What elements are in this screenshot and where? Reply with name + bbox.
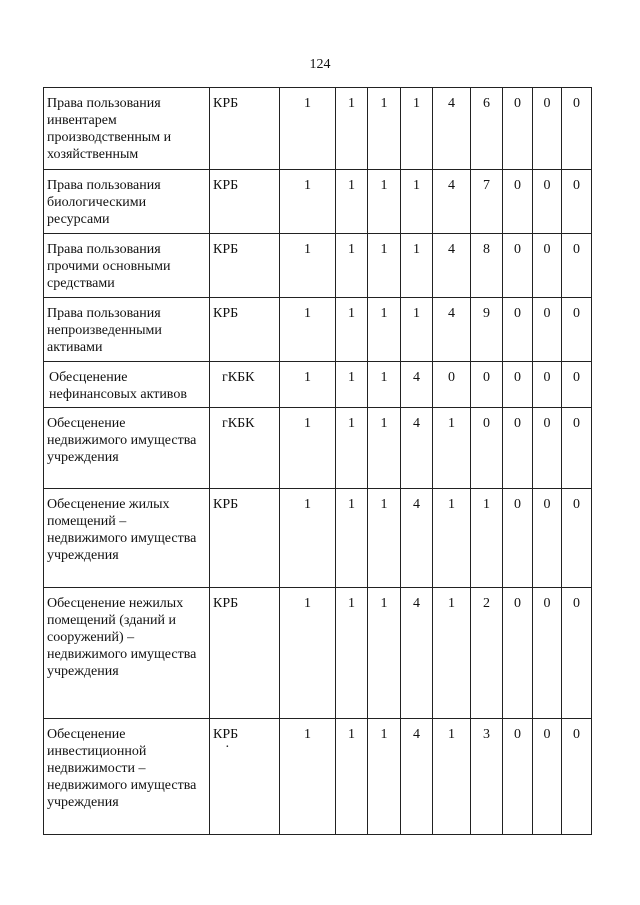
code-digit: 0 xyxy=(562,170,592,234)
account-name: Обесценение жилых помещений – недвижимого имущества учреждения xyxy=(44,489,210,588)
code-digit: 1 xyxy=(336,408,368,489)
code-digit: 4 xyxy=(401,588,433,719)
table-row xyxy=(44,362,592,408)
code-digit: 6 xyxy=(471,88,503,170)
code-digit: 1 xyxy=(336,170,368,234)
code-digit: 1 xyxy=(368,170,401,234)
code-digit: 1 xyxy=(280,408,336,489)
code-digit: 4 xyxy=(433,298,471,362)
code-digit: 0 xyxy=(533,588,562,719)
code-digit: 4 xyxy=(401,362,433,408)
code-digit: 1 xyxy=(336,489,368,588)
code-digit: 1 xyxy=(280,88,336,170)
code-digit: 0 xyxy=(503,719,533,835)
code-digit: 1 xyxy=(401,170,433,234)
stray-dot: · xyxy=(225,740,230,755)
code-digit: 1 xyxy=(401,88,433,170)
account-name: Права пользования биологическими ресурсами xyxy=(44,170,210,234)
code-digit: 1 xyxy=(368,408,401,489)
code-digit: 1 xyxy=(280,588,336,719)
account-type xyxy=(210,719,280,835)
code-digit: 0 xyxy=(533,298,562,362)
code-digit: 1 xyxy=(368,588,401,719)
code-digit: 0 xyxy=(562,408,592,489)
account-name: Обесценение нефинансовых активов xyxy=(44,362,210,408)
code-digit: 0 xyxy=(562,362,592,408)
code-digit: 0 xyxy=(533,719,562,835)
code-digit: 1 xyxy=(368,362,401,408)
account-name: Обесценение недвижимого имущества учреждения xyxy=(44,408,210,489)
code-digit: 1 xyxy=(368,88,401,170)
table-row xyxy=(44,298,592,362)
code-digit: 1 xyxy=(336,362,368,408)
code-digit: 0 xyxy=(503,588,533,719)
code-digit: 1 xyxy=(401,298,433,362)
code-digit: 0 xyxy=(503,170,533,234)
table-row xyxy=(44,88,592,170)
code-digit: 1 xyxy=(433,588,471,719)
code-digit: 4 xyxy=(401,719,433,835)
code-digit: 0 xyxy=(562,298,592,362)
account-type: гКБК xyxy=(210,362,280,408)
code-digit: 0 xyxy=(503,88,533,170)
code-digit: 1 xyxy=(368,234,401,298)
table-row xyxy=(44,408,592,489)
code-digit: 1 xyxy=(368,298,401,362)
page-number: 124 xyxy=(309,57,331,72)
code-digit: 0 xyxy=(562,588,592,719)
code-digit: 1 xyxy=(433,719,471,835)
table-row xyxy=(44,489,592,588)
code-digit: 4 xyxy=(433,234,471,298)
account-type: КРБ xyxy=(210,489,280,588)
account-codes-table xyxy=(43,87,592,835)
code-digit: 0 xyxy=(433,362,471,408)
code-digit: 1 xyxy=(336,588,368,719)
code-digit: 0 xyxy=(562,489,592,588)
account-name: Права пользования прочими основными средствами xyxy=(44,234,210,298)
code-digit: 1 xyxy=(280,362,336,408)
code-digit: 4 xyxy=(401,489,433,588)
account-name: Обесценение инвестиционной недвижимости – недвижимого имущества учреждения xyxy=(44,719,210,835)
table-row xyxy=(44,234,592,298)
code-digit: 0 xyxy=(503,362,533,408)
account-type-text: КРБ xyxy=(213,727,239,742)
code-digit: 1 xyxy=(471,489,503,588)
code-digit: 8 xyxy=(471,234,503,298)
account-type: КРБ xyxy=(210,588,280,719)
code-digit: 0 xyxy=(533,170,562,234)
account-name: Обесценение нежилых помещений (зданий и сооружений) – недвижимого имущества учреждения xyxy=(44,588,210,719)
table-row xyxy=(44,719,592,835)
code-digit: 2 xyxy=(471,588,503,719)
code-digit: 0 xyxy=(503,234,533,298)
code-digit: 4 xyxy=(433,88,471,170)
account-type: КРБ xyxy=(210,298,280,362)
code-digit: 7 xyxy=(471,170,503,234)
code-digit: 0 xyxy=(562,719,592,835)
account-type: КРБ xyxy=(210,88,280,170)
code-digit: 1 xyxy=(336,234,368,298)
code-digit: 1 xyxy=(433,408,471,489)
table-row xyxy=(44,170,592,234)
code-digit: 0 xyxy=(562,234,592,298)
code-digit: 1 xyxy=(336,298,368,362)
table-row xyxy=(44,588,592,719)
code-digit: 0 xyxy=(533,234,562,298)
code-digit: 0 xyxy=(503,298,533,362)
code-digit: 0 xyxy=(471,408,503,489)
code-digit: 0 xyxy=(503,489,533,588)
code-digit: 1 xyxy=(433,489,471,588)
account-name: Права пользования инвентарем производственным и хозяйственным xyxy=(44,88,210,170)
code-digit: 0 xyxy=(533,362,562,408)
account-type: гКБК xyxy=(210,408,280,489)
code-digit: 0 xyxy=(503,408,533,489)
code-digit: 1 xyxy=(401,234,433,298)
code-digit: 1 xyxy=(280,298,336,362)
code-digit: 3 xyxy=(471,719,503,835)
code-digit: 1 xyxy=(280,719,336,835)
account-type: КРБ xyxy=(210,234,280,298)
code-digit: 1 xyxy=(368,719,401,835)
code-digit: 0 xyxy=(533,489,562,588)
code-digit: 0 xyxy=(533,408,562,489)
code-digit: 4 xyxy=(433,170,471,234)
code-digit: 0 xyxy=(562,88,592,170)
code-digit: 1 xyxy=(368,489,401,588)
code-digit: 0 xyxy=(471,362,503,408)
code-digit: 0 xyxy=(533,88,562,170)
code-digit: 1 xyxy=(280,489,336,588)
account-name: Права пользования непроизведенными активами xyxy=(44,298,210,362)
code-digit: 1 xyxy=(336,719,368,835)
code-digit: 1 xyxy=(280,170,336,234)
code-digit: 4 xyxy=(401,408,433,489)
code-digit: 9 xyxy=(471,298,503,362)
code-digit: 1 xyxy=(336,88,368,170)
code-digit: 1 xyxy=(280,234,336,298)
account-type: КРБ xyxy=(210,170,280,234)
